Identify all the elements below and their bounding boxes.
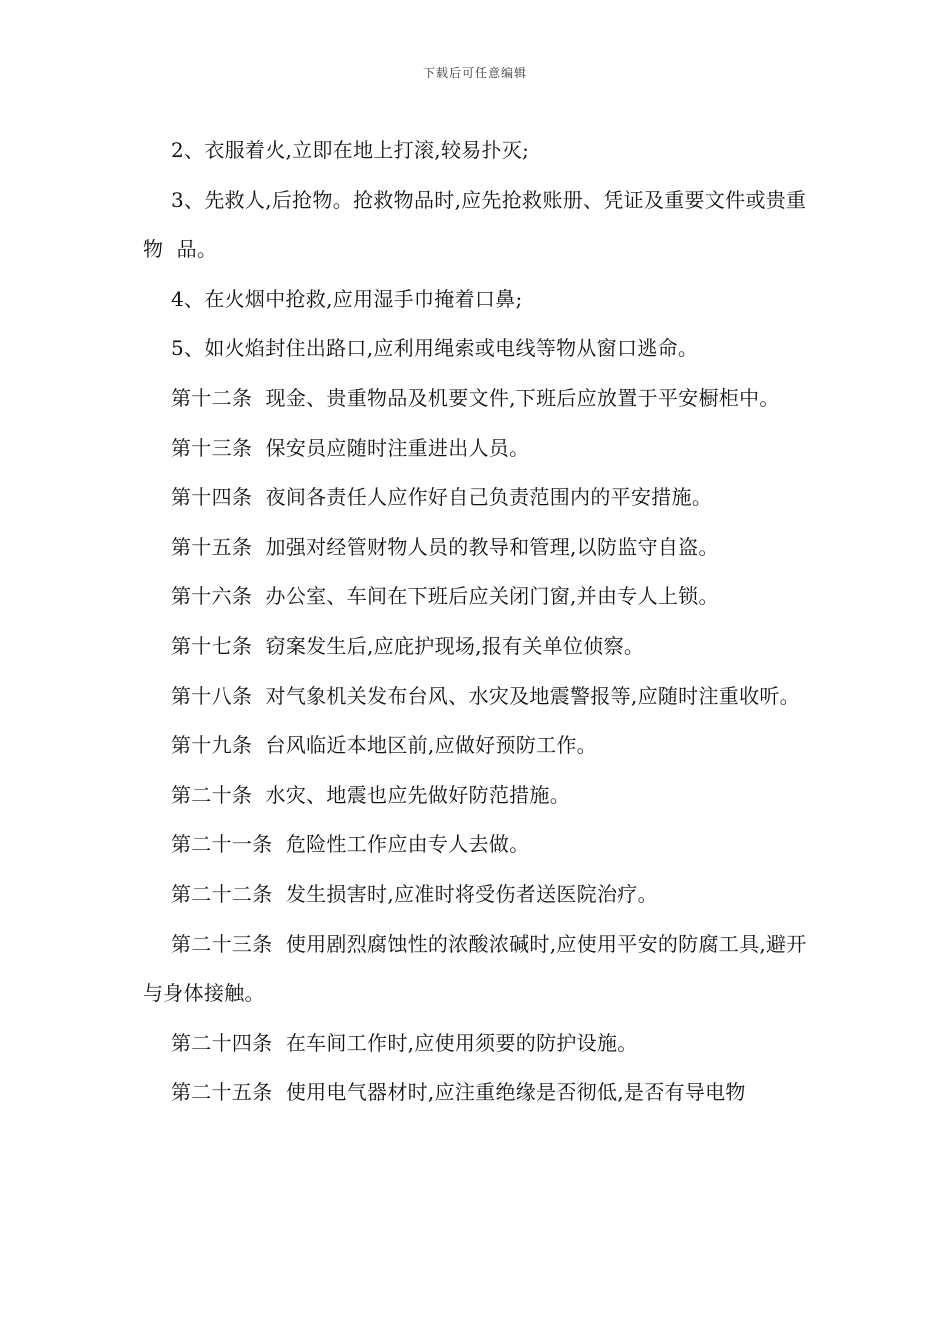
paragraph-item-3: 3、先救人,后抢物。抢救物品时,应先抢救账册、凭证及重要文件或贵重物 品。 — [143, 187, 807, 262]
article-12: 第十二条 现金、贵重物品及机要文件,下班后应放置于平安橱柜中。 — [171, 385, 780, 410]
article-24: 第二十四条 在车间工作时,应使用须要的防护设施。 — [171, 1030, 638, 1055]
article-14: 第十四条 夜间各责任人应作好自己负责范围内的平安措施。 — [171, 485, 713, 510]
article-16: 第十六条 办公室、车间在下班后应关闭门窗,并由专人上锁。 — [171, 584, 719, 609]
paragraph-item-4: 4、在火烟中抢救,应用湿手巾掩着口鼻; — [171, 286, 523, 311]
article-20: 第二十条 水灾、地震也应先做好防范措施。 — [171, 782, 571, 807]
page-header: 下载后可任意编辑 — [422, 66, 527, 80]
paragraph-item-2: 2、衣服着火,立即在地上打滚,较易扑灭; — [171, 138, 530, 162]
article-21: 第二十一条 危险性工作应由专人去做。 — [171, 832, 530, 857]
article-22: 第二十二条 发生损害时,应准时将受伤者送医院治疗。 — [171, 881, 658, 906]
article-15: 第十五条 加强对经管财物人员的教导和管理,以防监守自盗。 — [171, 534, 719, 559]
article-18: 第十八条 对气象机关发布台风、水灾及地震警报等,应随时注重收听。 — [171, 683, 800, 708]
paragraph-item-5: 5、如火焰封住出路口,应利用绳索或电线等物从窗口逃命。 — [171, 336, 699, 361]
article-13: 第十三条 保安员应随时注重进出人员。 — [171, 435, 530, 460]
article-23: 第二十三条 使用剧烈腐蚀性的浓酸浓碱时,应使用平安的防腐工具,避开与身体接触。 — [143, 931, 807, 1006]
article-25: 第二十五条 使用电气器材时,应注重绝缘是否彻低,是否有导电物 — [171, 1080, 746, 1105]
article-17: 第十七条 窃案发生后,应庇护现场,报有关单位侦察。 — [171, 633, 645, 658]
document-body — [143, 126, 811, 1118]
article-19: 第十九条 台风临近本地区前,应做好预防工作。 — [171, 733, 597, 758]
